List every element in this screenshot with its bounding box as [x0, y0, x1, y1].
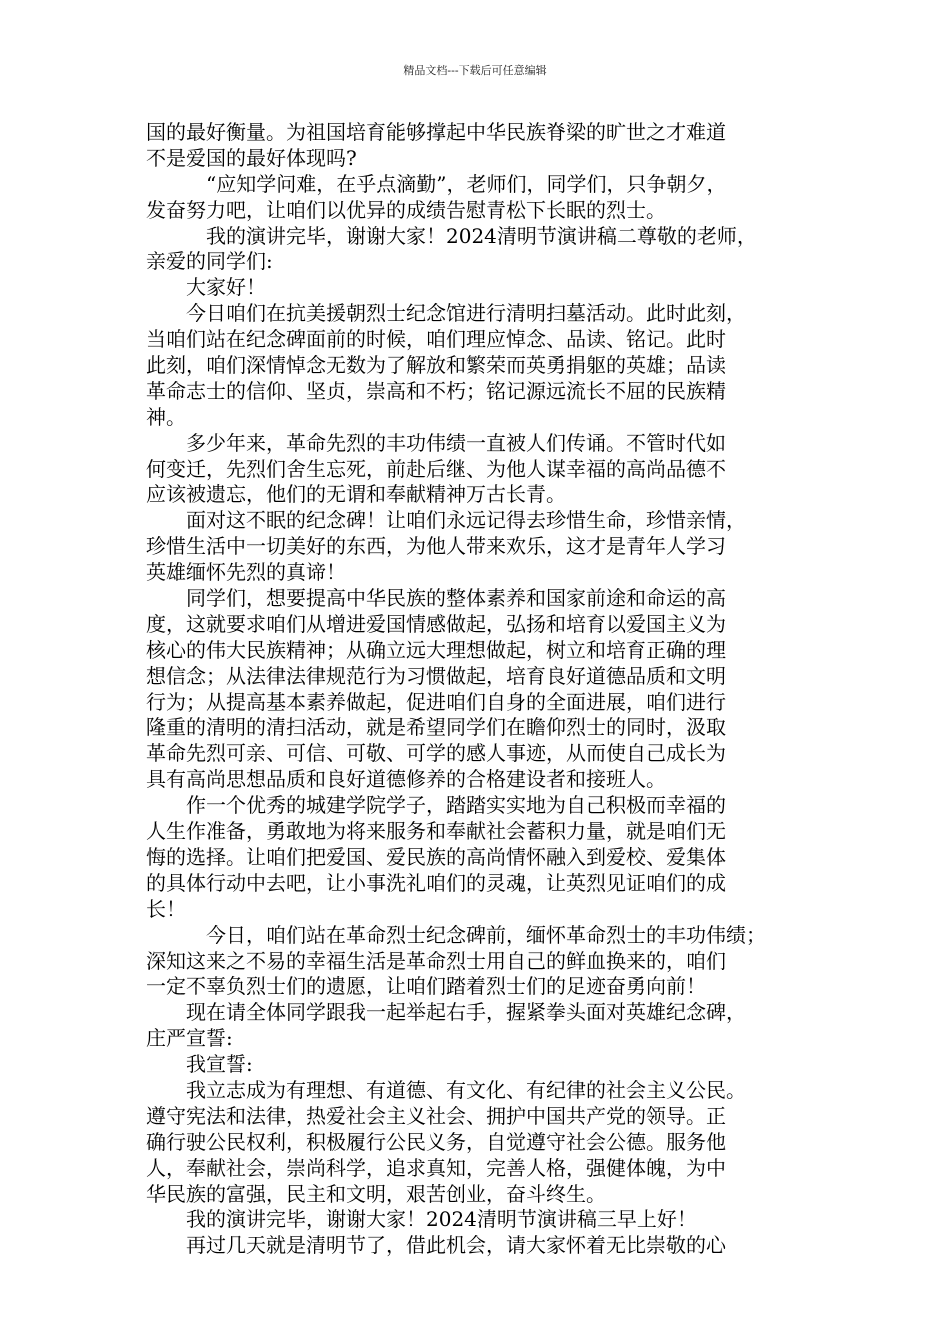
text-line: 现在请全体同学跟我一起举起右手，握紧拳头面对英雄纪念碑， [186, 1000, 746, 1025]
text-line: 一定不辜负烈士们的遗愿，让咱们踏着烈士们的足迹奋勇向前！ [146, 974, 706, 999]
text-line: 英雄缅怀先烈的真谛！ [146, 560, 346, 585]
text-line: 多少年来，革命先烈的丰功伟绩一直被人们传诵。不管时代如 [186, 430, 726, 455]
text-line: 长！ [146, 896, 186, 921]
text-line: 革命先烈可亲、可信、可敬、可学的感人事迹，从而使自己成长为 [146, 741, 726, 766]
text-line: 隆重的清明的清扫活动，就是希望同学们在瞻仰烈士的同时，汲取 [146, 715, 726, 740]
text-line: 悔的选择。让咱们把爱国、爱民族的高尚情怀融入到爱校、爱集体 [146, 844, 726, 869]
text-line: 华民族的富强，民主和文明，艰苦创业，奋斗终生。 [146, 1181, 606, 1206]
text-line: 珍惜生活中一切美好的东西，为他人带来欢乐，这才是青年人学习 [146, 534, 726, 559]
text-line: 不是爱国的最好体现吗? [146, 145, 357, 170]
text-line: 核心的伟大民族精神；从确立远大理想做起，树立和培育正确的理 [146, 637, 726, 662]
text-line: 确行驶公民权利，积极履行公民义务，自觉遵守社会公德。服务他 [146, 1129, 726, 1154]
text-line: 神。 [146, 404, 186, 429]
text-line: 发奋努力吧，让咱们以优异的成绩告慰青松下长眠的烈士。 [146, 197, 666, 222]
text-line: 同学们，想要提高中华民族的整体素养和国家前途和命运的高 [186, 586, 726, 611]
text-line: 想信念；从法律法律规范行为习惯做起，培育良好道德品质和文明 [146, 663, 726, 688]
text-line: 我立志成为有理想、有道德、有文化、有纪律的社会主义公民。 [186, 1077, 746, 1102]
text-line: 的具体行动中去吧，让小事洗礼咱们的灵魂，让英烈见证咱们的成 [146, 870, 726, 895]
text-line: 深知这来之不易的幸福生活是革命烈士用自己的鲜血换来的，咱们 [146, 948, 726, 973]
text-line: 面对这不眠的纪念碑！让咱们永远记得去珍惜生命，珍惜亲情， [186, 508, 746, 533]
text-line: 人生作准备，勇敢地为将来服务和奉献社会蓄积力量，就是咱们无 [146, 819, 726, 844]
text-line: 亲爱的同学们: [146, 249, 273, 274]
text-line: 应该被遗忘，他们的无谓和奉献精神万古长青。 [146, 482, 566, 507]
document-body [146, 120, 806, 1259]
text-line: 庄严宣誓: [146, 1026, 233, 1051]
text-line: 遵守宪法和法律，热爱社会主义社会、拥护中国共产党的领导。正 [146, 1103, 726, 1128]
text-line: 大家好！ [186, 275, 266, 300]
text-line: 行为；从提高基本素养做起，促进咱们自身的全面进展，咱们进行 [146, 689, 726, 714]
text-line: 作一个优秀的城建学院学子，踏踏实实地为自己积极而幸福的 [186, 793, 726, 818]
text-line: 国的最好衡量。为祖国培育能够撑起中华民族脊梁的旷世之才难道 [146, 120, 726, 144]
text-line: 我的演讲完毕，谢谢大家！2024清明节演讲稿二尊敬的老师， [206, 223, 757, 248]
text-line: 革命志士的信仰、坚贞，崇高和不朽；铭记源远流长不屈的民族精 [146, 378, 726, 403]
text-line: 人，奉献社会，崇尚科学，追求真知，完善人格，强健体魄，为中 [146, 1155, 726, 1180]
text-line: 我的演讲完毕，谢谢大家！2024清明节演讲稿三早上好！ [186, 1207, 697, 1232]
text-line: 今日咱们在抗美援朝烈士纪念馆进行清明扫墓活动。此时此刻， [186, 301, 746, 326]
text-line: 具有高尚思想品质和良好道德修养的合格建设者和接班人。 [146, 767, 666, 792]
text-line: 我宣誓: [186, 1052, 253, 1077]
text-line: 今日，咱们站在革命烈士纪念碑前，缅怀革命烈士的丰功伟绩； [206, 922, 766, 947]
page-header: 精品文档---下载后可任意编辑 [403, 64, 547, 77]
text-line: 当咱们站在纪念碑面前的时候，咱们理应悼念、品读、铭记。此时 [146, 327, 726, 352]
text-line: “应知学问难，在乎点滴勤”，老师们，同学们，只争朝夕， [206, 171, 727, 196]
text-line: 此刻，咱们深情悼念无数为了解放和繁荣而英勇捐躯的英雄；品读 [146, 353, 726, 378]
text-line: 度，这就要求咱们从增进爱国情感做起，弘扬和培育以爱国主义为 [146, 611, 726, 636]
text-line: 再过几天就是清明节了，借此机会，请大家怀着无比崇敬的心 [186, 1233, 726, 1258]
text-line: 何变迁，先烈们舍生忘死，前赴后继、为他人谋幸福的高尚品德不 [146, 456, 726, 481]
